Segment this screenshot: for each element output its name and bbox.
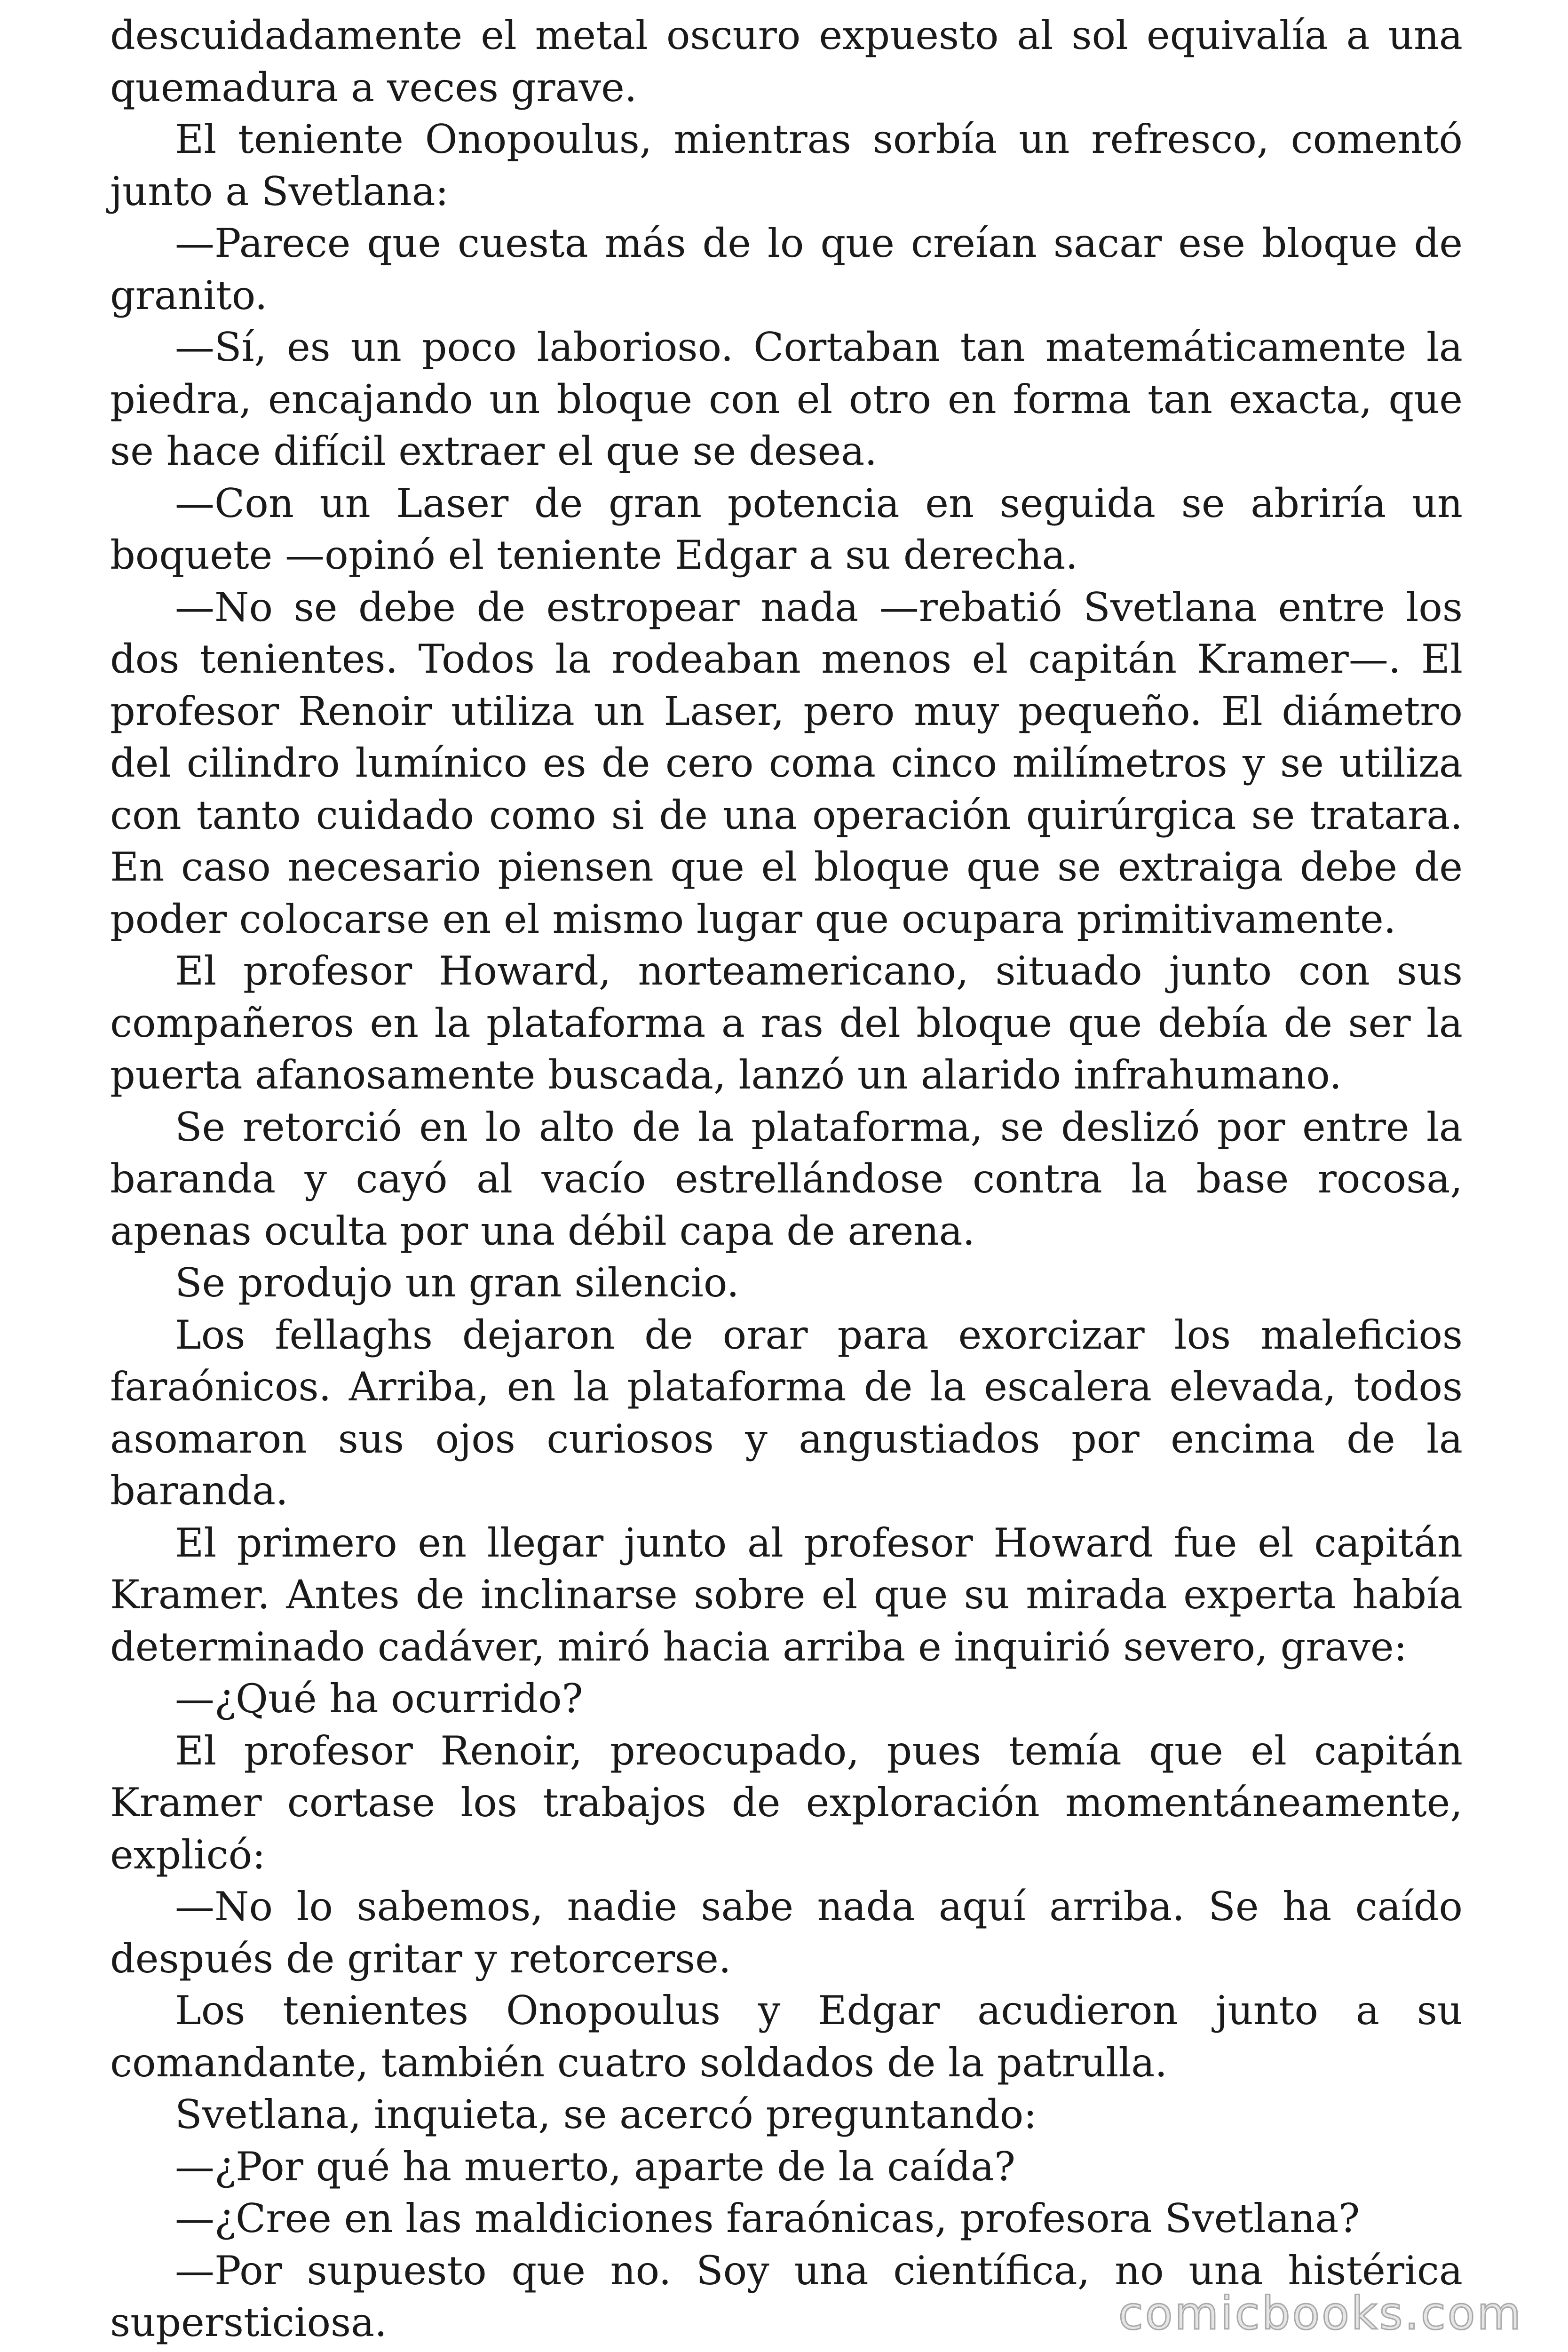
paragraph: Los tenientes Onopoulus y Edgar acudieron junto a su comandante, también cuatro soldados de la patrulla. <box>110 1987 1463 2086</box>
paragraph: —¿Cree en las maldiciones faraónicas, profesora Svetlana? <box>175 2195 1360 2241</box>
paragraph: Se retorció en lo alto de la plataforma, se deslizó por entre la baranda y cayó al vacío estrellándose contra la base rocosa, apenas oculta por una débil capa de arena. <box>110 1104 1463 1254</box>
paragraph: descuidadamente el metal oscuro expuesto al sol equivalía a una quemadura a veces grave. <box>110 12 1463 111</box>
paragraph: —¿Qué ha ocurrido? <box>175 1676 583 1722</box>
paragraph: —Sí, es un poco laborioso. Cortaban tan matemáticamente la piedra, encajando un bloque con el otro en forma tan exacta, que se hace difícil extraer el que se desea. <box>110 324 1463 474</box>
paragraph: Svetlana, inquieta, se acercó preguntando: <box>175 2091 1037 2137</box>
paragraph: El teniente Onopoulus, mientras sorbía un refresco, comentó junto a Svetlana: <box>110 116 1463 215</box>
paragraph: —Con un Laser de gran potencia en seguida se abriría un boquete —opinó el teniente Edgar a su derecha. <box>110 480 1463 578</box>
paragraph: Se produjo un gran silencio. <box>175 1260 739 1306</box>
body-text <box>110 9 1463 2352</box>
paragraph: El primero en llegar junto al profesor Howard fue el capitán Kramer. Antes de inclinarse sobre el que su mirada experta había determinado cadáver, miró hacia arriba e inquirió severo, grave: <box>110 1519 1463 1670</box>
paragraph: —No lo sabemos, nadie sabe nada aquí arriba. Se ha caído después de gritar y retorcerse. <box>110 1883 1463 1982</box>
paragraph: El profesor Renoir, preocupado, pues temía que el capitán Kramer cortase los trabajos de exploración momentáneamente, explicó: <box>110 1727 1463 1878</box>
paragraph: El profesor Howard, norteamericano, situado junto con sus compañeros en la plataforma a ras del bloque que debía de ser la puerta afanosamente buscada, lanzó un alarido infrahumano. <box>110 948 1463 1098</box>
paragraph: Los fellaghs dejaron de orar para exorcizar los maleficios faraónicos. Arriba, en la plataforma de la escalera elevada, todos asomaron sus ojos curiosos y angustiados por encima de la baranda. <box>110 1311 1463 1514</box>
watermark: comicbooks.com <box>1118 2287 1523 2340</box>
paragraph: —Parece que cuesta más de lo que creían sacar ese bloque de granito. <box>110 220 1463 318</box>
paragraph: —Por supuesto que no. Soy una científica, no una histérica supersticiosa. <box>110 2247 1463 2345</box>
paragraph: —No se debe de estropear nada —rebatió Svetlana entre los dos tenientes. Todos la rodeaban menos el capitán Kramer—. El profesor Renoir utiliza un Laser, pero muy pequeño. El diámetro del cilindro lumínico es de cero coma cinco milímetros y se utiliza con tanto cuidado como si de una operación quirúrgica se tratara. En caso necesario piensen que el bloque que se extraiga debe de poder colocarse en el mismo lugar que ocupara primitivamente. <box>110 584 1463 942</box>
paragraph: —¿Por qué ha muerto, aparte de la caída? <box>175 2143 1016 2190</box>
paragraph <box>110 2349 1463 2352</box>
